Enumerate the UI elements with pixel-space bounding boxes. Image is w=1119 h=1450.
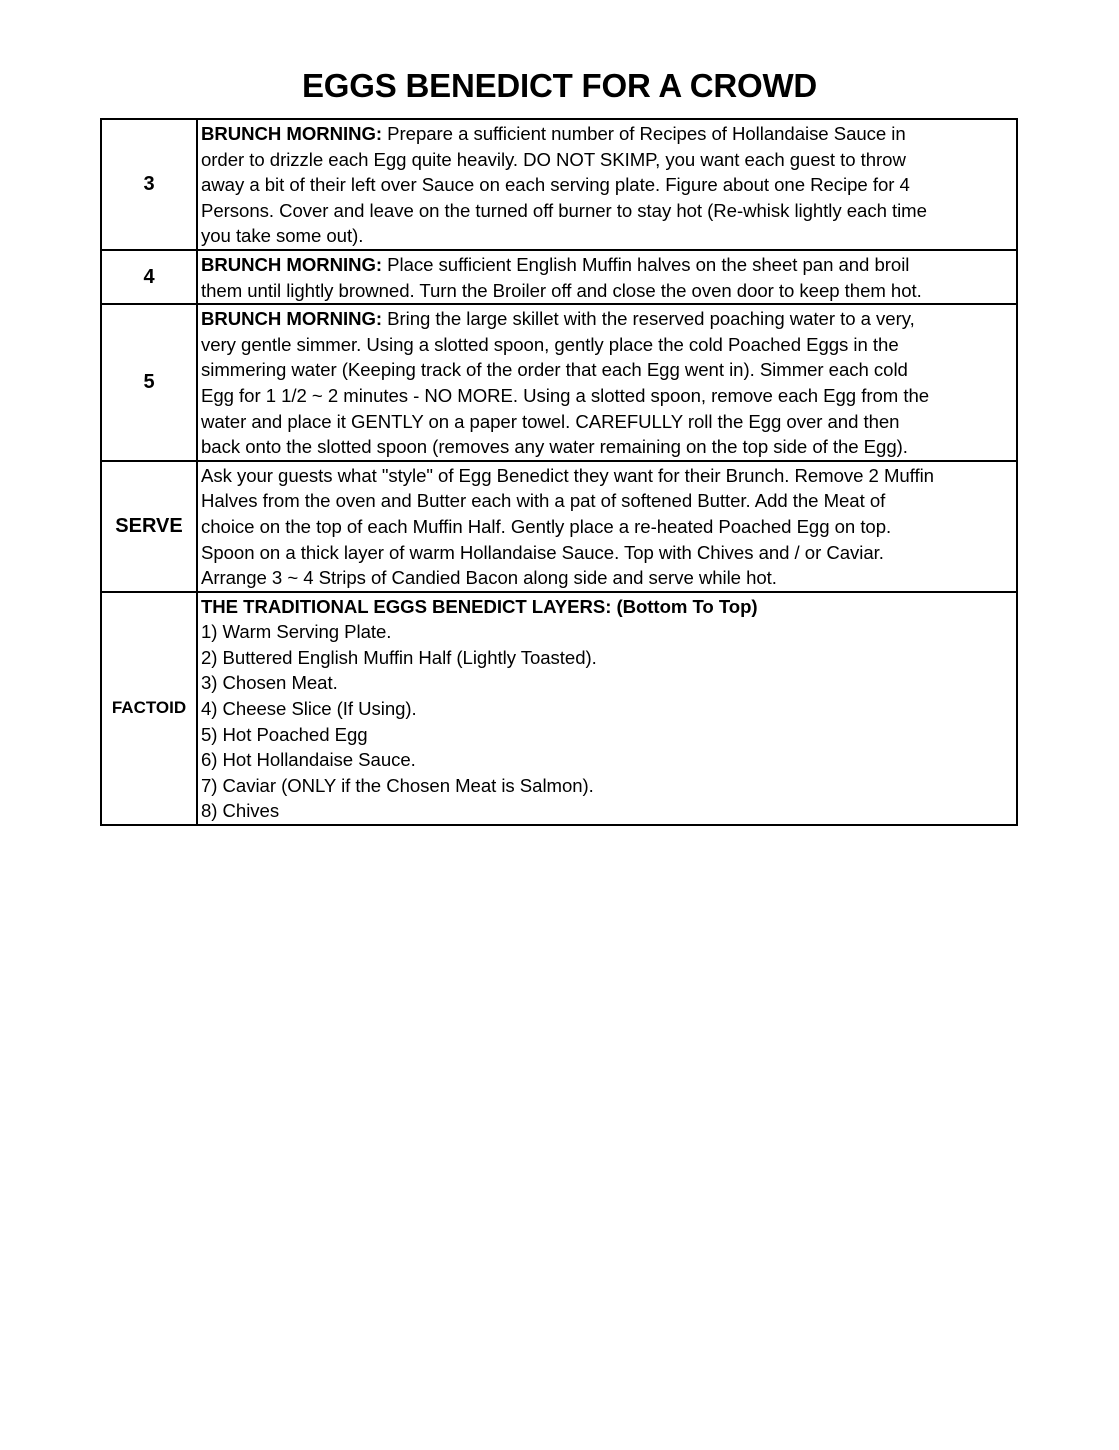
step-text-line: water and place it GENTLY on a paper towel. CAREFULLY roll the Egg over and then bbox=[201, 410, 900, 432]
step-label: SERVE bbox=[101, 461, 197, 592]
step-row-4 bbox=[101, 250, 1017, 304]
step-lead: BRUNCH MORNING: bbox=[201, 253, 383, 275]
step-text bbox=[197, 250, 1017, 304]
step-label: 3 bbox=[101, 119, 197, 250]
factoid-item: 2) Buttered English Muffin Half (Lightly Toasted). bbox=[201, 646, 597, 668]
step-lead: BRUNCH MORNING: bbox=[201, 123, 383, 144]
step-text bbox=[197, 304, 1017, 461]
step-text-line: order to drizzle each Egg quite heavily. DO NOT SKIMP, you want each guest to throw bbox=[201, 148, 906, 170]
step-text-line: you take some out). bbox=[201, 225, 364, 247]
step-row-3 bbox=[101, 119, 1017, 250]
factoid-item: 4) Cheese Slice (If Using). bbox=[201, 698, 417, 720]
step-text-line: Persons. Cover and leave on the turned off burner to stay hot (Re-whisk lightly each time bbox=[201, 199, 927, 221]
step-row-factoid bbox=[101, 592, 1017, 825]
factoid-item: 1) Warm Serving Plate. bbox=[201, 621, 392, 643]
step-text-fragment: Prepare a sufficient number of Recipes of Hollandaise Sauce in bbox=[382, 123, 906, 144]
recipe-steps-table bbox=[100, 118, 1018, 826]
step-text bbox=[197, 592, 1017, 825]
step-text-line bbox=[201, 306, 1014, 332]
factoid-item: 5) Hot Poached Egg bbox=[201, 723, 368, 745]
step-row-5 bbox=[101, 304, 1017, 461]
step-text-line bbox=[201, 252, 1014, 278]
step-text-line: very gentle simmer. Using a slotted spoon, gently place the cold Poached Eggs in the bbox=[201, 333, 899, 355]
step-text bbox=[197, 461, 1017, 592]
factoid-item: 3) Chosen Meat. bbox=[201, 672, 338, 694]
step-text-line: choice on the top of each Muffin Half. Gently place a re-heated Poached Egg on top. bbox=[201, 515, 892, 537]
step-label: 4 bbox=[101, 250, 197, 304]
step-text-fragment: Place sufficient English Muffin halves on the sheet pan and broil bbox=[382, 253, 910, 275]
factoid-heading: THE TRADITIONAL EGGS BENEDICT LAYERS: (Bottom To Top) bbox=[201, 595, 758, 617]
step-text-line: Arrange 3 ~ 4 Strips of Candied Bacon along side and serve while hot. bbox=[201, 567, 777, 589]
step-text-line: away a bit of their left over Sauce on each serving plate. Figure about one Recipe for 4 bbox=[201, 174, 910, 196]
factoid-item: 8) Chives bbox=[201, 800, 280, 822]
step-text bbox=[197, 119, 1017, 250]
factoid-item: 6) Hot Hollandaise Sauce. bbox=[201, 749, 416, 771]
step-text-line: Ask your guests what "style" of Egg Benedict they want for their Brunch. Remove 2 Muffin bbox=[201, 464, 934, 486]
step-text-line: back onto the slotted spoon (removes any water remaining on the top side of the Egg). bbox=[201, 436, 908, 458]
step-text-line: Halves from the oven and Butter each with a pat of softened Butter. Add the Meat of bbox=[201, 490, 886, 512]
step-text-line: Spoon on a thick layer of warm Hollandaise Sauce. Top with Chives and / or Caviar. bbox=[201, 541, 884, 563]
step-row-serve bbox=[101, 461, 1017, 592]
step-text-line: them until lightly browned. Turn the Broiler off and close the oven door to keep them hot. bbox=[201, 279, 922, 301]
page-title: EGGS BENEDICT FOR A CROWD bbox=[301, 67, 818, 104]
step-text-line: simmering water (Keeping track of the order that each Egg went in). Simmer each cold bbox=[201, 359, 908, 381]
step-text-fragment: Bring the large skillet with the reserved poaching water to a very, bbox=[382, 308, 915, 330]
step-label: 5 bbox=[101, 304, 197, 461]
step-label: FACTOID bbox=[101, 592, 197, 825]
step-text-line: Egg for 1 1/2 ~ 2 minutes - NO MORE. Using a slotted spoon, remove each Egg from the bbox=[201, 384, 930, 406]
step-text-line bbox=[201, 121, 1014, 147]
step-lead: BRUNCH MORNING: bbox=[201, 308, 383, 330]
factoid-item: 7) Caviar (ONLY if the Chosen Meat is Salmon). bbox=[201, 774, 594, 796]
